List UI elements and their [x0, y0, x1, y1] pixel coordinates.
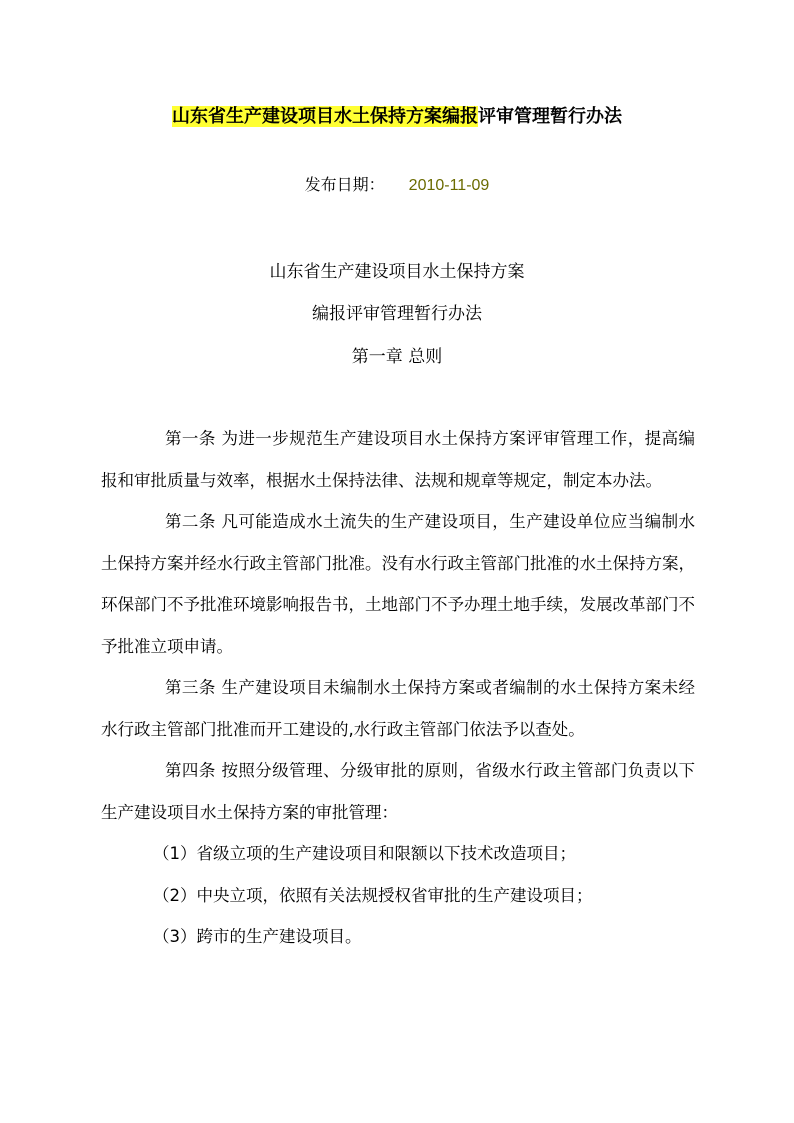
article-1: 第一条 为进一步规范生产建设项目水土保持方案评审管理工作，提高编报和审批质量与效率，根据水土保持法律、法规和规章等规定，制定本办法。	[101, 429, 695, 490]
heading-line-2: 编报评审管理暂行办法	[312, 304, 482, 324]
title-highlighted: 山东省生产建设项目水土保持方案编报	[172, 106, 478, 127]
title-rest: 评审管理暂行办法	[478, 106, 622, 127]
article-2: 第二条 凡可能造成水土流失的生产建设项目，生产建设单位应当编制水土保持方案并经水行政主管部门批准。没有水行政主管部门批准的水土保持方案，环保部门不予批准环境影响报告书，土地部门不予办理土地手续，发展改革部门不予批准立项申请。	[101, 512, 695, 656]
publish-date-label: 发布日期：	[304, 175, 385, 194]
heading-line-1: 山东省生产建设项目水土保持方案	[269, 262, 525, 282]
article-4-item-3: （3）跨市的生产建设项目。	[153, 927, 362, 946]
article-4-item-1: （1）省级立项的生产建设项目和限额以下技术改造项目；	[153, 844, 576, 863]
publish-date-value: 2010-11-09	[408, 177, 490, 194]
article-4: 第四条 按照分级管理、分级审批的原则，省级水行政主管部门负责以下生产建设项目水土保持方案的审批管理：	[101, 761, 695, 822]
chapter-heading: 第一章 总则	[351, 347, 443, 367]
document-body	[101, 418, 695, 958]
document-title	[0, 104, 794, 130]
article-3: 第三条 生产建设项目未编制水土保持方案或者编制的水土保持方案未经水行政主管部门批准而开工建设的,水行政主管部门依法予以查处。	[101, 678, 695, 739]
article-4-item-2: （2）中央立项，依照有关法规授权省审批的生产建设项目；	[153, 885, 593, 905]
publish-date-line	[0, 173, 794, 198]
